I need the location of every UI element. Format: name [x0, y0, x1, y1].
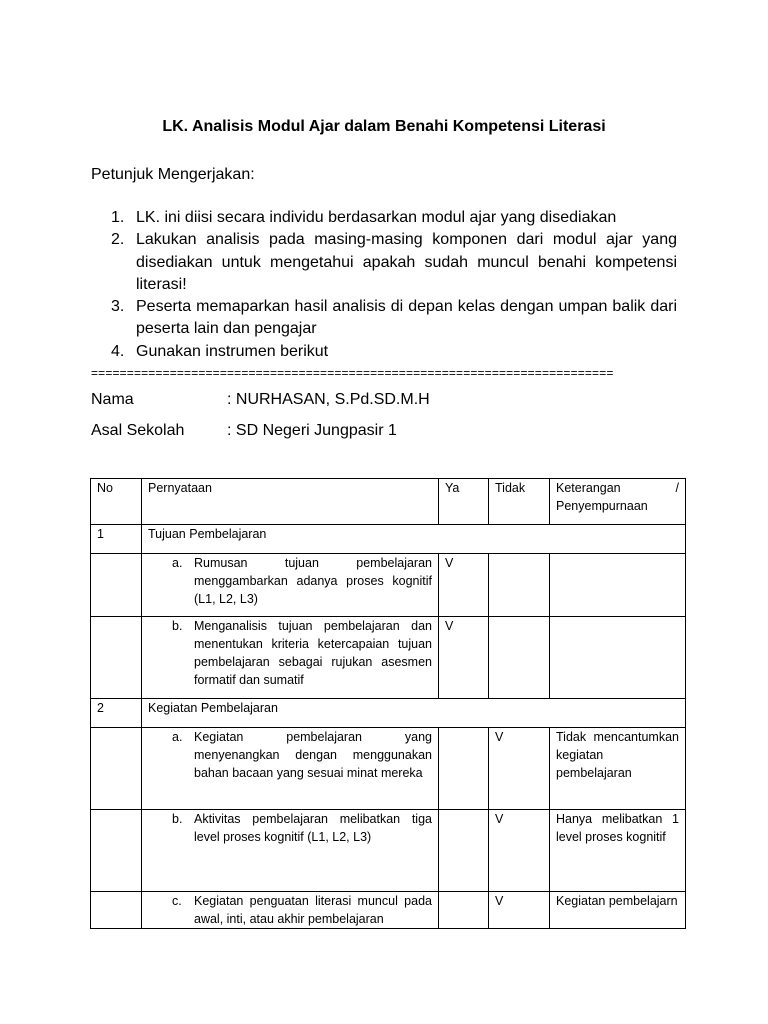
- separator-line: =========================================================================: [91, 366, 614, 380]
- step-number: 3.: [111, 298, 125, 316]
- statement-cell: [142, 810, 439, 892]
- step-number: 4.: [111, 342, 125, 360]
- table-row: [91, 892, 686, 929]
- step-text: LK. ini diisi secara individu berdasarkan modul ajar yang disediakan: [136, 209, 617, 226]
- step-text: Gunakan instrumen berikut: [136, 342, 329, 360]
- header-keterangan-slash: /: [675, 481, 679, 495]
- item-text: Kegiatan pembelajaran yang menyenangkan dengan menggunakan bahan bacaan yang sesuai minat mereka: [194, 730, 432, 780]
- ya-cell: V: [439, 554, 489, 617]
- empty-cell: [91, 892, 142, 929]
- step-text: Lakukan analisis pada masing-masing komponen dari modul ajar yang disediakan untuk mengetahui apakah sudah muncul benahi kompetensi literasi!: [136, 231, 677, 293]
- section-title: Tujuan Pembelajaran: [142, 525, 686, 554]
- header-tidak: Tidak: [489, 479, 550, 525]
- tidak-cell: [489, 554, 550, 617]
- header-no: No: [91, 479, 142, 525]
- table-row: [91, 728, 686, 810]
- table-row: [91, 617, 686, 699]
- nama-label: Nama: [91, 391, 134, 408]
- tidak-cell: V: [489, 728, 550, 810]
- asal-sekolah-label: Asal Sekolah: [91, 422, 185, 439]
- header-keterangan-word: Keterangan: [556, 481, 621, 495]
- keterangan-cell: Tidak mencantumkan kegiatan pembelajaran: [550, 728, 686, 810]
- keterangan-cell: [550, 617, 686, 699]
- header-keterangan: [550, 479, 686, 525]
- asal-sekolah-field: [91, 422, 397, 440]
- item-letter: b.: [172, 812, 183, 826]
- table-row: [91, 554, 686, 617]
- nama-value: : NURHASAN, S.Pd.SD.M.H: [227, 391, 430, 408]
- tidak-cell: V: [489, 892, 550, 929]
- nama-field: [91, 391, 430, 409]
- empty-cell: [91, 554, 142, 617]
- statement-cell: [142, 728, 439, 810]
- section-row: [91, 699, 686, 728]
- item-letter: c.: [172, 894, 182, 908]
- keterangan-cell: [550, 554, 686, 617]
- ya-cell: [439, 728, 489, 810]
- section-row: [91, 525, 686, 554]
- tidak-cell: V: [489, 810, 550, 892]
- header-pernyataan: Pernyataan: [142, 479, 439, 525]
- empty-cell: [91, 728, 142, 810]
- statement-cell: [142, 617, 439, 699]
- instruction-step: [91, 296, 677, 341]
- table-header-row: [91, 479, 686, 525]
- document-title: LK. Analisis Modul Ajar dalam Benahi Kompetensi Literasi: [162, 118, 606, 135]
- item-text: Rumusan tujuan pembelajaran menggambarkan adanya proses kognitif (L1, L2, L3): [194, 556, 432, 606]
- header-ya: Ya: [439, 479, 489, 525]
- statement-cell: [142, 892, 439, 929]
- item-letter: a.: [172, 556, 183, 570]
- item-text: Menganalisis tujuan pembelajaran dan menentukan kriteria ketercapaian tujuan pembelajaran sebagai rujukan asesmen formatif dan sumatif: [194, 619, 432, 687]
- ya-cell: V: [439, 617, 489, 699]
- empty-cell: [91, 617, 142, 699]
- step-number: 1.: [111, 209, 125, 226]
- item-letter: b.: [172, 619, 183, 633]
- instruction-step: [91, 229, 677, 296]
- asal-sekolah-value: : SD Negeri Jungpasir 1: [227, 422, 397, 439]
- instruction-label: Petunjuk Mengerjakan:: [91, 166, 255, 183]
- section-number: 2: [91, 699, 142, 728]
- item-letter: a.: [172, 730, 183, 744]
- keterangan-cell: Kegiatan pembelajarn: [550, 892, 686, 929]
- tidak-cell: [489, 617, 550, 699]
- instruction-step: [91, 341, 677, 363]
- instrument-table: [90, 478, 686, 929]
- section-number: 1: [91, 525, 142, 554]
- step-text: Peserta memaparkan hasil analisis di depan kelas dengan umpan balik dari peserta lain dan pengajar: [136, 298, 677, 338]
- table-row: [91, 810, 686, 892]
- section-title: Kegiatan Pembelajaran: [142, 699, 686, 728]
- statement-cell: [142, 554, 439, 617]
- instruction-list: [91, 207, 677, 363]
- instruction-step: [91, 207, 677, 229]
- item-text: Aktivitas pembelajaran melibatkan tiga level proses kognitif (L1, L2, L3): [194, 812, 432, 844]
- item-text: Kegiatan penguatan literasi muncul pada awal, inti, atau akhir pembelajaran: [194, 894, 432, 926]
- step-number: 2.: [111, 231, 125, 249]
- ya-cell: [439, 892, 489, 929]
- keterangan-cell: Hanya melibatkan 1 level proses kognitif: [550, 810, 686, 892]
- ya-cell: [439, 810, 489, 892]
- empty-cell: [91, 810, 142, 892]
- header-penyempurnaan: Penyempurnaan: [556, 499, 648, 513]
